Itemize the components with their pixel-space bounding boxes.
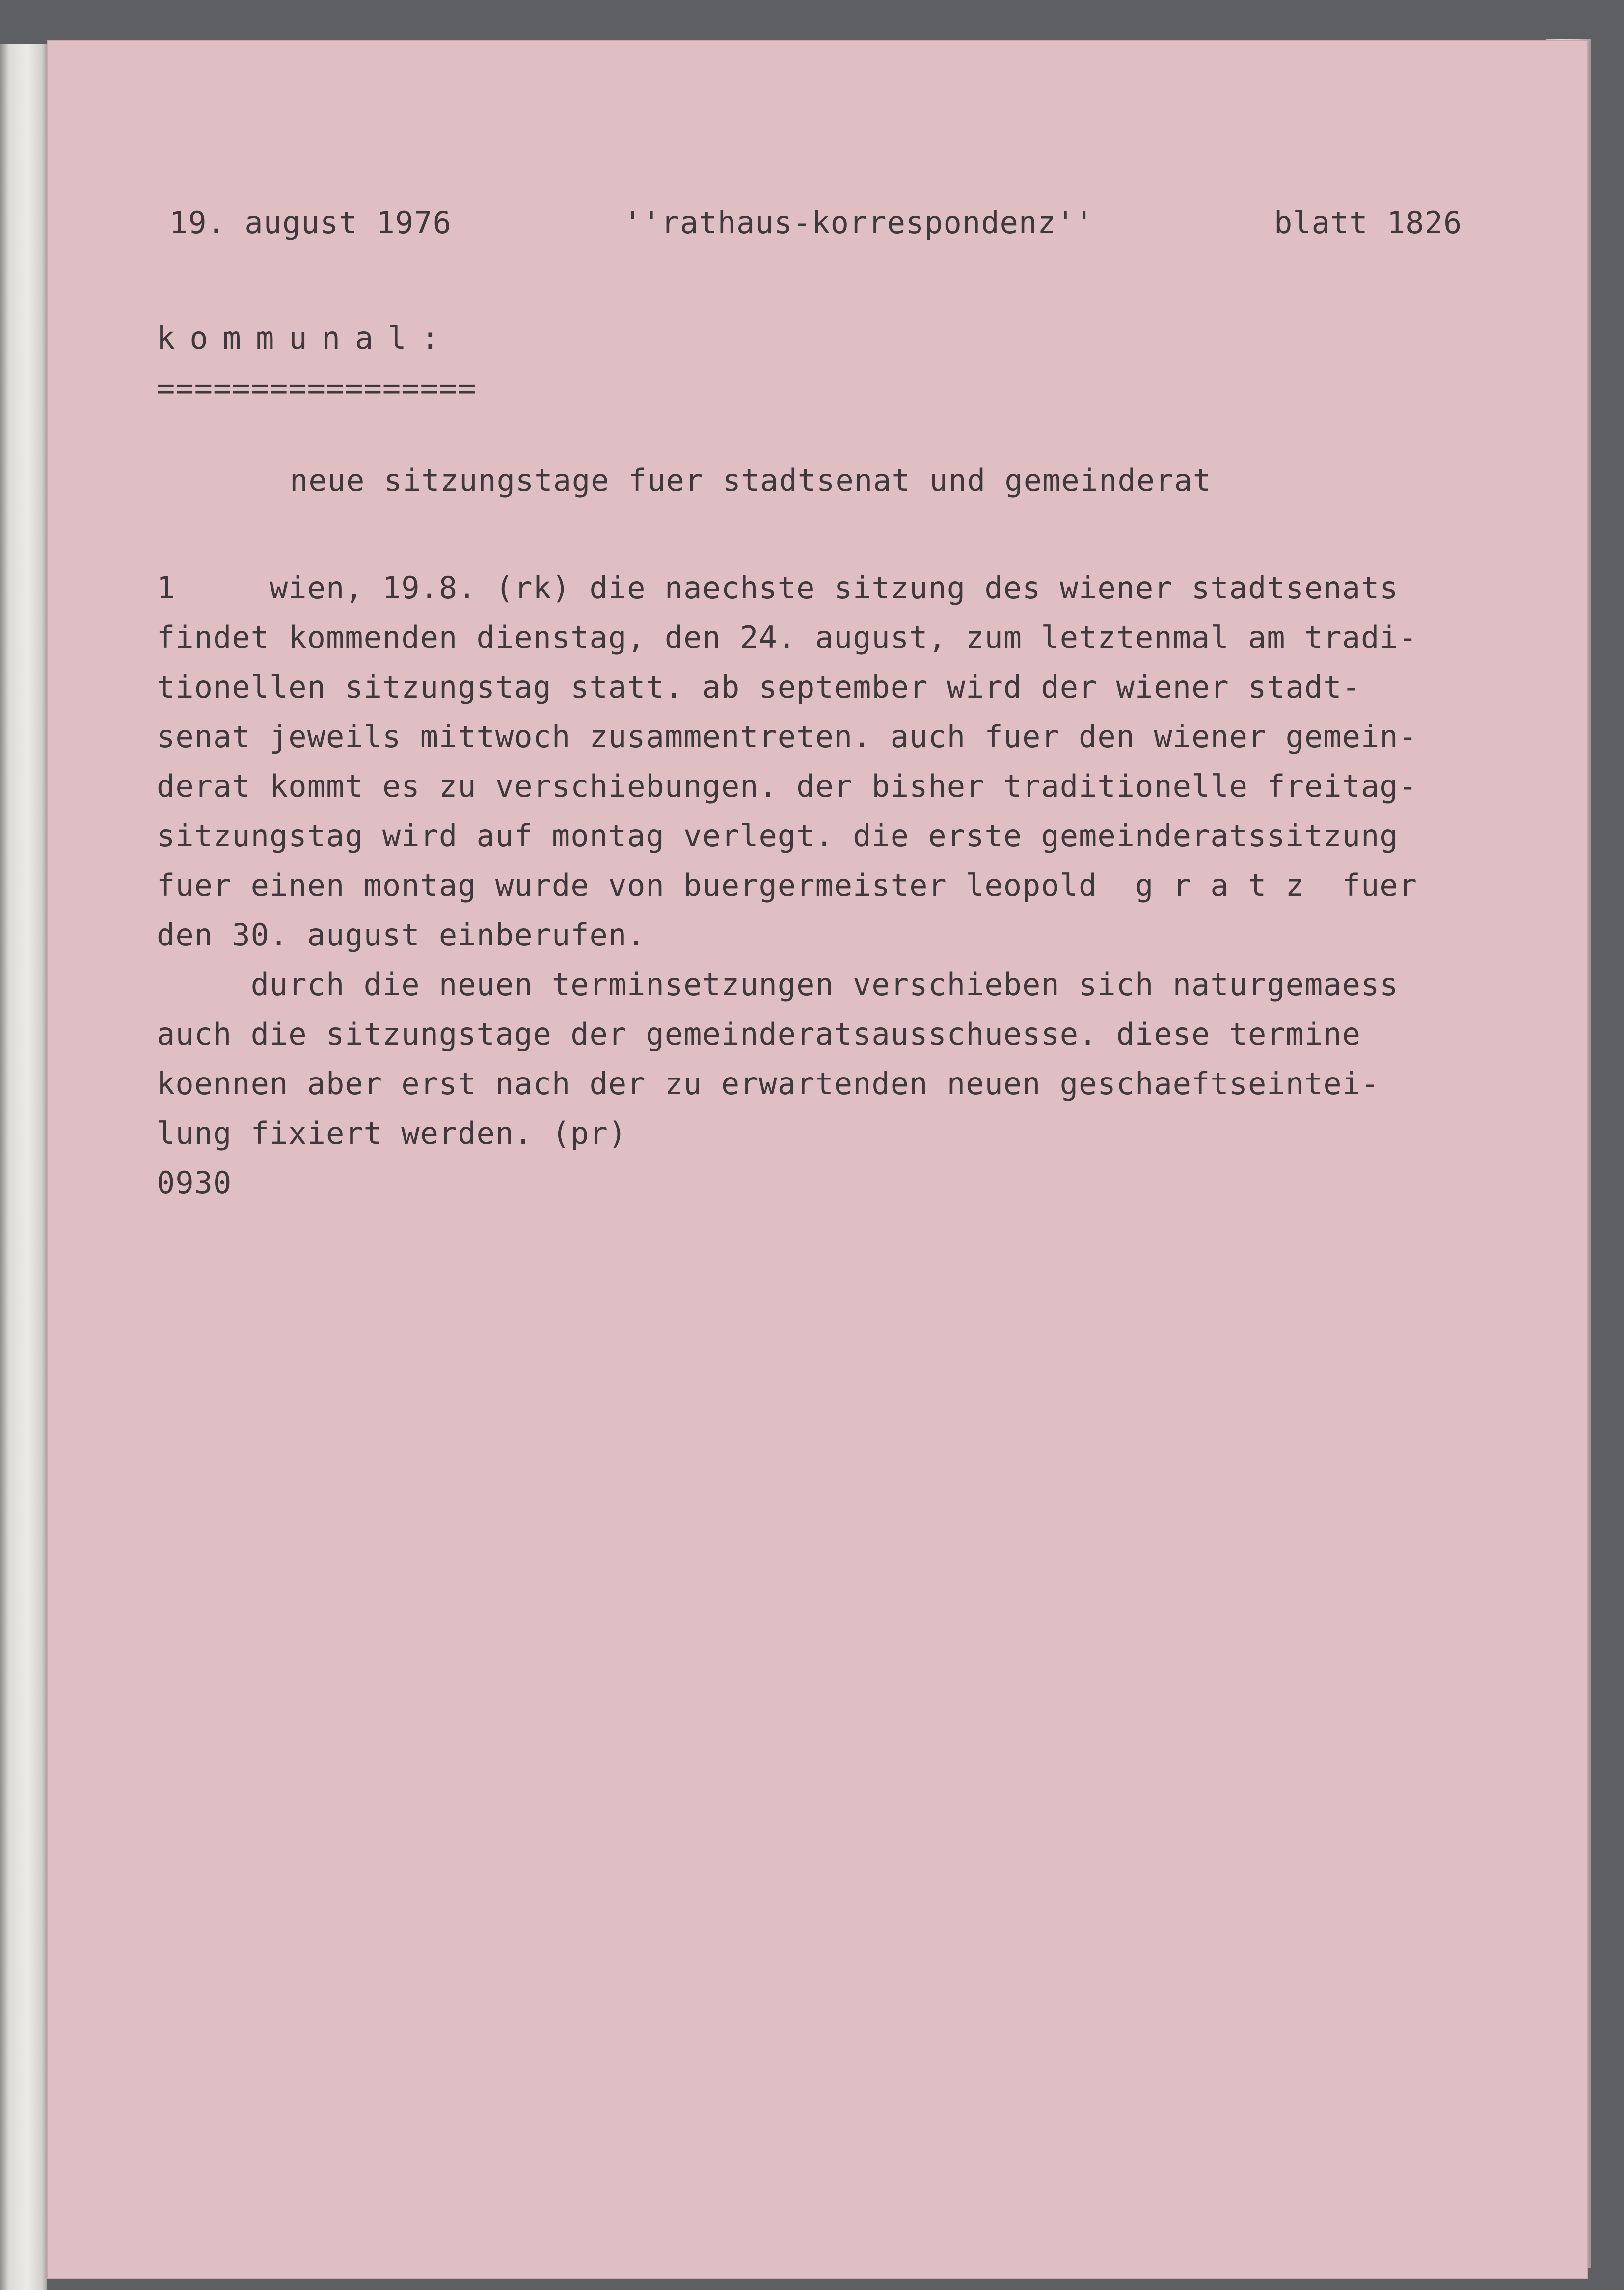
- body-line: senat jeweils mittwoch zusammentreten. auch fuer den wiener gemein-: [157, 719, 1417, 754]
- body-line: den 30. august einberufen.: [157, 917, 646, 953]
- header-date: 19. august 1976: [169, 205, 452, 241]
- binder-edge: [0, 44, 47, 2290]
- body-line: lung fixiert werden. (pr): [157, 1115, 627, 1151]
- article-body: [157, 563, 1417, 1208]
- body-line: auch die sitzungstage der gemeinderatsausschuesse. diese termine: [157, 1016, 1361, 1052]
- body-line: 1 wien, 19.8. (rk) die naechste sitzung des wiener stadtsenats: [157, 570, 1399, 606]
- document-page: [47, 40, 1588, 2279]
- body-line: tionellen sitzungstag statt. ab september wird der wiener stadt-: [157, 669, 1361, 705]
- section-label: kommunal:: [157, 320, 454, 356]
- body-line: fuer einen montag wurde von buergermeister leopold g r a t z fuer: [157, 867, 1417, 903]
- body-line: derat kommt es zu verschiebungen. der bisher traditionelle freitag-: [157, 768, 1417, 804]
- body-line: findet kommenden dienstag, den 24. august, zum letztenmal am tradi-: [157, 620, 1417, 655]
- section-underline: =================: [157, 370, 477, 406]
- header-publication: ''rathaus-korrespondenz'': [623, 205, 1094, 241]
- article-headline: neue sitzungstage fuer stadtsenat und gemeinderat: [290, 462, 1212, 498]
- body-line: koennen aber erst nach der zu erwartenden neuen geschaeftseintei-: [157, 1066, 1380, 1102]
- page-footer-code: 0930: [157, 1165, 232, 1201]
- body-line: sitzungstag wird auf montag verlegt. die erste gemeinderatssitzung: [157, 818, 1399, 854]
- body-line: durch die neuen terminsetzungen verschieben sich naturgemaess: [157, 967, 1399, 1002]
- header-sheet-number: blatt 1826: [1274, 205, 1462, 241]
